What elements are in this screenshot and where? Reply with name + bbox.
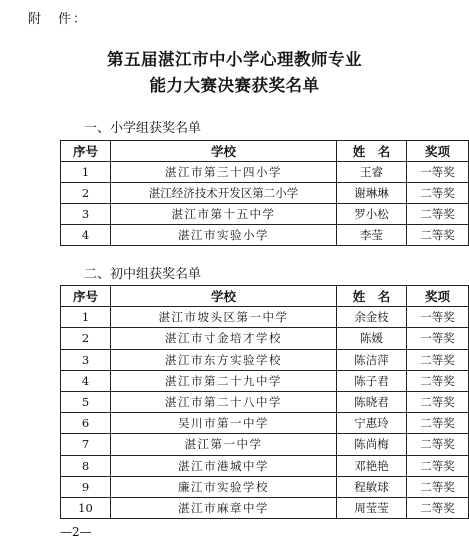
row-award: 二等奖 [407, 183, 469, 204]
row-number: 2 [61, 183, 111, 204]
column-header-number: 序号 [61, 141, 111, 162]
row-name: 陈尚梅 [337, 434, 407, 455]
row-name: 陈媛 [337, 328, 407, 349]
row-name: 陈子君 [337, 370, 407, 391]
row-name: 周莹莹 [337, 497, 407, 518]
table-row [61, 434, 469, 455]
row-name: 邓艳艳 [337, 455, 407, 476]
row-number: 3 [61, 204, 111, 225]
row-award: 二等奖 [407, 413, 469, 434]
junior-award-table [60, 285, 469, 519]
column-header-name: 姓 名 [337, 286, 407, 307]
row-number: 6 [61, 413, 111, 434]
row-award: 二等奖 [407, 370, 469, 391]
row-school: 吴川市第一中学 [111, 413, 337, 434]
table-header-row [61, 286, 469, 307]
table-header-row [61, 141, 469, 162]
column-header-number: 序号 [61, 286, 111, 307]
row-name: 余金枝 [337, 307, 407, 328]
column-header-award: 奖项 [407, 141, 469, 162]
row-number: 10 [61, 497, 111, 518]
column-header-school: 学校 [111, 141, 337, 162]
table-row [61, 413, 469, 434]
row-name: 程敏球 [337, 476, 407, 497]
table-row [61, 162, 469, 183]
column-header-school: 学校 [111, 286, 337, 307]
row-award: 二等奖 [407, 225, 469, 246]
junior-section-heading: 二、初中组获奖名单 [84, 267, 202, 282]
row-name: 罗小松 [337, 204, 407, 225]
document-title-line-1: 第五届湛江市中小学心理教师专业 [107, 50, 362, 69]
table-row [61, 225, 469, 246]
row-name: 王睿 [337, 162, 407, 183]
row-award: 二等奖 [407, 349, 469, 370]
row-school: 湛江市第二十八中学 [111, 391, 337, 412]
attachment-label: 附 件： [28, 12, 89, 27]
row-school: 湛江第一中学 [111, 434, 337, 455]
table-row [61, 497, 469, 518]
page-number: —2— [60, 525, 92, 539]
table-row [61, 183, 469, 204]
table-row [61, 328, 469, 349]
row-number: 4 [61, 225, 111, 246]
row-school: 湛江市第三十四小学 [111, 162, 337, 183]
row-number: 7 [61, 434, 111, 455]
row-number: 5 [61, 391, 111, 412]
primary-section-heading: 一、小学组获奖名单 [84, 121, 202, 136]
document-title-line-2: 能力大赛决赛获奖名单 [149, 76, 320, 95]
row-award: 二等奖 [407, 391, 469, 412]
row-number: 4 [61, 370, 111, 391]
row-award: 二等奖 [407, 204, 469, 225]
row-award: 一等奖 [407, 307, 469, 328]
table-row [61, 204, 469, 225]
row-school: 湛江市实验小学 [111, 225, 337, 246]
row-school: 湛江市寸金培才学校 [111, 328, 337, 349]
row-number: 9 [61, 476, 111, 497]
row-award: 一等奖 [407, 328, 469, 349]
row-name: 谢琳琳 [337, 183, 407, 204]
table-row [61, 370, 469, 391]
column-header-name: 姓 名 [337, 141, 407, 162]
table-row [61, 307, 469, 328]
row-name: 李莹 [337, 225, 407, 246]
row-school: 湛江经济技术开发区第二小学 [111, 183, 337, 204]
row-school: 湛江市麻章中学 [111, 497, 337, 518]
row-number: 8 [61, 455, 111, 476]
row-school: 湛江市第二十九中学 [111, 370, 337, 391]
row-school: 湛江市坡头区第一中学 [111, 307, 337, 328]
row-award: 二等奖 [407, 455, 469, 476]
row-award: 二等奖 [407, 476, 469, 497]
primary-award-table [60, 140, 469, 246]
row-award: 二等奖 [407, 497, 469, 518]
row-number: 1 [61, 162, 111, 183]
row-award: 二等奖 [407, 434, 469, 455]
row-number: 1 [61, 307, 111, 328]
table-row [61, 455, 469, 476]
row-school: 湛江市东方实验学校 [111, 349, 337, 370]
table-row [61, 476, 469, 497]
table-row [61, 349, 469, 370]
row-name: 宁惠玲 [337, 413, 407, 434]
row-name: 陈洁萍 [337, 349, 407, 370]
row-school: 湛江市港城中学 [111, 455, 337, 476]
row-number: 2 [61, 328, 111, 349]
row-award: 一等奖 [407, 162, 469, 183]
row-number: 3 [61, 349, 111, 370]
row-school: 廉江市实验学校 [111, 476, 337, 497]
row-school: 湛江市第十五中学 [111, 204, 337, 225]
row-name: 陈晓君 [337, 391, 407, 412]
column-header-award: 奖项 [407, 286, 469, 307]
table-row [61, 391, 469, 412]
